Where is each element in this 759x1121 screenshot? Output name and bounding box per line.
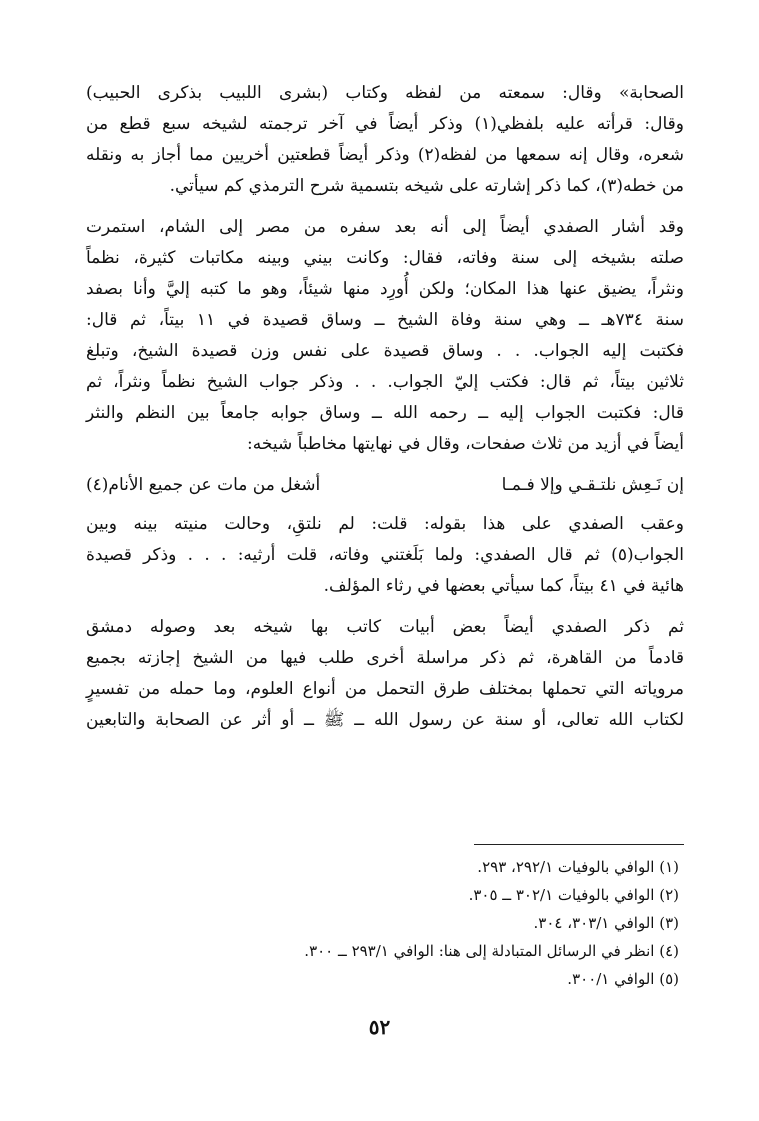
footnote-1: (١) الوافي بالوفيات ٢٩٢/١، ٢٩٣.	[477, 858, 679, 876]
footnote-4: (٤) انظر في الرسائل المتبادلة إلى هنا: الوافي ٢٩٣/١ ــ ٣٠٠.	[304, 942, 679, 960]
poetry-verse	[86, 470, 684, 501]
text-line: ثلاثين بيتاً، ثم قال: فكتب إليّ الجواب. . . وذكر جواب الشيخ نظماً ونثراً، ثم	[86, 372, 684, 392]
paragraph-1	[86, 78, 684, 202]
main-text	[86, 78, 684, 746]
text-line: ثم ذكر الصفدي أيضاً بعض أبيات كاتب بها شيخه بعد وصوله دمشق	[86, 617, 684, 637]
paragraph-4	[86, 612, 684, 736]
text-line: الجواب(٥) ثم قال الصفدي: ولما بَلَغتني وفاته، قلت أرثيه: . . . وذكر قصيدة	[86, 545, 684, 565]
text-line: وعقب الصفدي على هذا بقوله: قلت: لم نلتقِ، وحالت منيته بينه وبين	[86, 514, 684, 534]
text-line: قادماً من القاهرة، ثم ذكر مراسلة أخرى طلب فيها من الشيخ إجازته بجميع	[86, 648, 684, 668]
text-line: مروياته التي تحملها بمختلف طرق التحمل من أنواع العلوم، وما حمله من تفسيرٍ	[86, 679, 684, 699]
paragraph-3	[86, 509, 684, 602]
text-line: هائية في ٤١ بيتاً، كما سيأتي بعضها في رثاء المؤلف.	[323, 576, 684, 596]
text-line: وقال: قرأته عليه بلفظي(١) وذكر أيضاً في آخر ترجمته لشيخه سبع قطع من	[86, 114, 684, 134]
text-line: قال: فكتبت الجواب إليه ــ رحمه الله ــ وساق جوابه جامعاً بين النظم والنثر	[86, 403, 684, 423]
text-line: لكتاب الله تعالى، أو سنة عن رسول الله ــ ﷺ ــ أو أثر عن الصحابة والتابعين	[86, 710, 684, 730]
text-line: أيضاً في أزيد من ثلاث صفحات، وقال في نهايتها مخاطباً شيخه:	[247, 434, 684, 454]
footnotes	[119, 853, 679, 993]
verse-second-hemistich: أشغل من مات عن جميع الأنام(٤)	[86, 475, 321, 495]
text-line: ونثراً، يضيق عنها هذا المكان؛ ولكن أُورِد منها شيئاً، وهو ما كتبه إليَّ وأنا بصفد	[86, 279, 684, 299]
footnote-5: (٥) الوافي ٣٠٠/١.	[567, 970, 679, 988]
text-line: شعره، وقال إنه سمعها من لفظه(٢) وذكر أيضاً قطعتين أخريين مما أجاز به ونقله	[86, 145, 685, 165]
footnote-2: (٢) الوافي بالوفيات ٣٠٢/١ ــ ٣٠٥.	[468, 886, 679, 904]
text-line: وقد أشار الصفدي أيضاً إلى أنه بعد سفره من مصر إلى الشام، استمرت	[86, 217, 684, 237]
verse-first-hemistich: إن نَـعِش نلتـقـي وإلا فـمـا	[501, 475, 684, 495]
text-line: فكتبت إليه الجواب. . . وساق قصيدة على نفس وزن قصيدة الشيخ، وتبلغ	[86, 341, 684, 361]
text-line: الصحابة» وقال: سمعته من لفظه وكتاب (بشرى اللبيب بذكرى الحبيب)	[86, 83, 684, 103]
footnote-separator	[474, 844, 684, 845]
paragraph-2	[86, 212, 684, 460]
page-number: ٥٢	[368, 1015, 391, 1039]
text-line: سنة ٧٣٤هـ ــ وهي سنة وفاة الشيخ ــ وساق قصيدة في ١١ بيتاً، ثم قال:	[86, 310, 684, 330]
text-line: من خطه(٣)، كما ذكر إشارته على شيخه بتسمية شرح الترمذي كم سيأتي.	[169, 176, 684, 196]
text-line: صلته بشيخه إلى سنة وفاته، فقال: وكانت بيني وبينه مكاتبات كثيرة، نظماً	[86, 248, 684, 268]
footnote-3: (٣) الوافي ٣٠٣/١، ٣٠٤.	[533, 914, 679, 932]
